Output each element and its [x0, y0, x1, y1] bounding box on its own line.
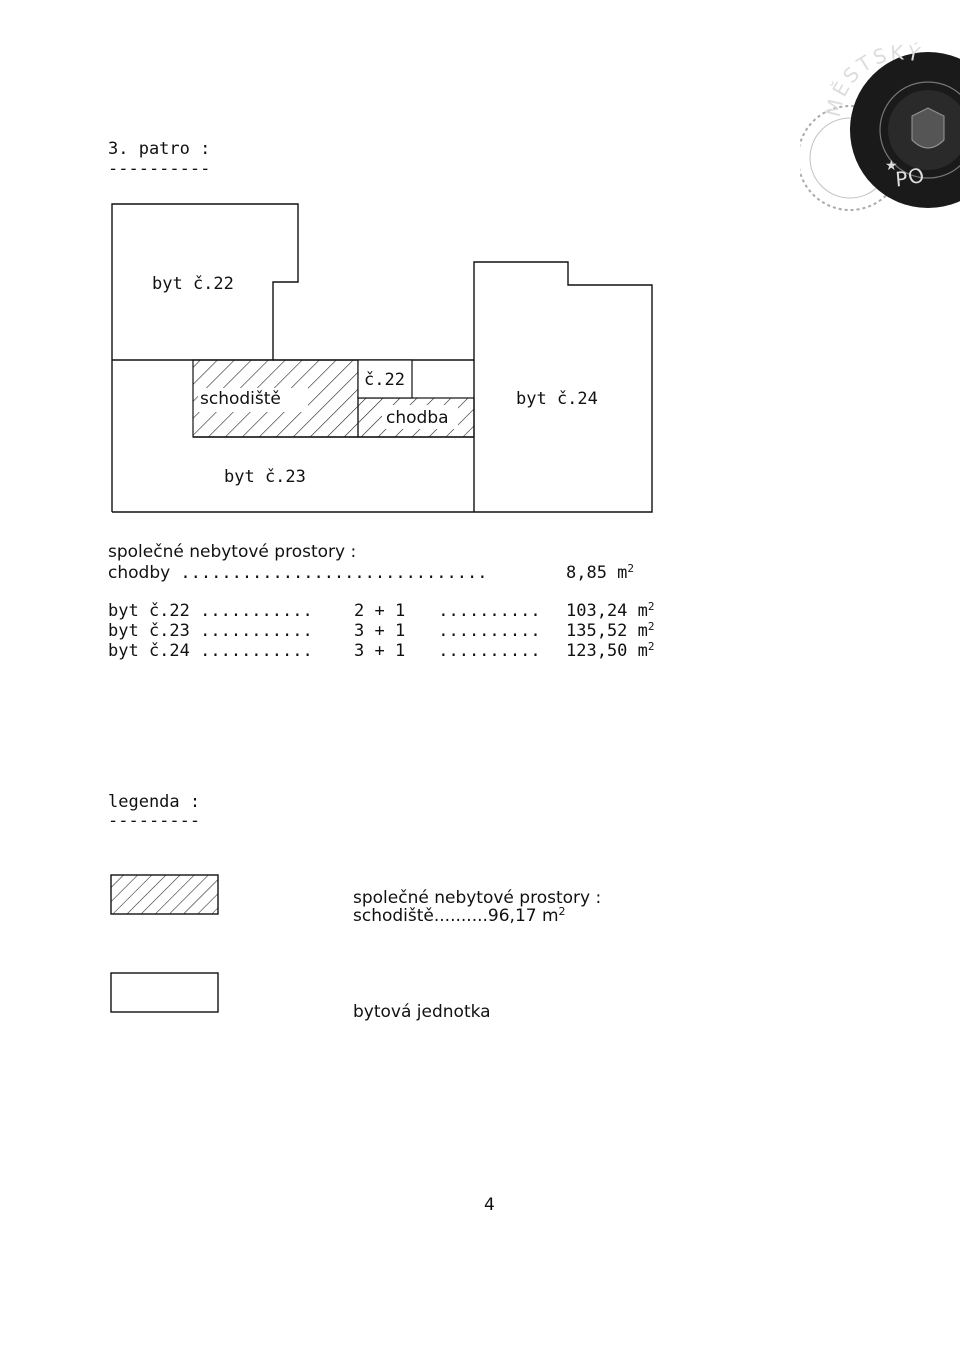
- unit-area-value: 123,50 m: [566, 641, 648, 661]
- floor-title-underline: ----------: [108, 159, 211, 179]
- legend-title-underline: ---------: [108, 811, 201, 831]
- legend-hatched-line-1: společné nebytové prostory :: [353, 888, 602, 908]
- seal-text-top: MĚSTSKÝ: [820, 40, 925, 119]
- unit-row: [108, 621, 313, 641]
- plan-label-schodiste: schodiště: [200, 389, 281, 409]
- unit-row: [108, 601, 313, 621]
- corridor-area: 8,85 m: [566, 563, 628, 583]
- floor-title: 3. patro :: [108, 139, 211, 159]
- corridor-label: chodby: [108, 563, 171, 583]
- unit-dots: ...........: [189, 621, 313, 641]
- unit-dots-2: ..........: [428, 621, 541, 641]
- unit-row: [108, 641, 313, 661]
- unit-dots: ...........: [189, 601, 313, 621]
- plan-label-byt-24: byt č.24: [516, 389, 598, 409]
- unit-area-value: 135,52 m: [566, 621, 648, 641]
- plan-label-chodba: chodba: [386, 408, 449, 428]
- unit-dots-2: ..........: [428, 601, 541, 621]
- corridor-area-exp: 2: [627, 562, 635, 575]
- legend-hatched-area: schodiště..........96,17 m: [353, 906, 559, 926]
- unit-area-exp: 2: [647, 600, 655, 613]
- unit-area: [566, 621, 655, 641]
- plan-label-byt-23: byt č.23: [224, 467, 306, 487]
- legend-hatched-exp: 2: [558, 905, 566, 918]
- unit-area: [566, 641, 655, 661]
- unit-area-exp: 2: [647, 640, 655, 653]
- summary-heading: společné nebytové prostory :: [108, 542, 357, 562]
- seal-star-icon: ★: [885, 158, 898, 174]
- unit-dots-2: ..........: [428, 641, 541, 661]
- unit-name: byt č.23: [108, 621, 190, 641]
- unit-name: byt č.22: [108, 601, 190, 621]
- legend-swatch-hatched: [110, 874, 220, 916]
- corridor-dots: ..............................: [170, 563, 488, 583]
- page-number: 4: [484, 1195, 495, 1215]
- legend-title: legenda :: [108, 792, 201, 812]
- unit-dots: ...........: [189, 641, 313, 661]
- seal-text-bottom: PO: [894, 160, 931, 192]
- legend-plain-label: bytová jednotka: [353, 1002, 491, 1022]
- unit-area: [566, 601, 655, 621]
- unit-layout: 3 + 1: [354, 621, 406, 641]
- unit-layout: 2 + 1: [354, 601, 406, 621]
- municipal-seal-stamp: [800, 18, 960, 218]
- unit-area-value: 103,24 m: [566, 601, 648, 621]
- unit-layout: 3 + 1: [354, 641, 406, 661]
- unit-area-exp: 2: [647, 620, 655, 633]
- unit-name: byt č.24: [108, 641, 190, 661]
- corridor-value: [566, 563, 634, 583]
- plan-label-byt-22: byt č.22: [152, 274, 234, 294]
- outline-byt-22: [112, 204, 298, 512]
- corridor-row: [108, 563, 487, 583]
- legend-hatched-line-2: [353, 906, 566, 926]
- legend-swatch-plain: [110, 972, 220, 1014]
- plan-label-c22: č.22: [364, 370, 405, 390]
